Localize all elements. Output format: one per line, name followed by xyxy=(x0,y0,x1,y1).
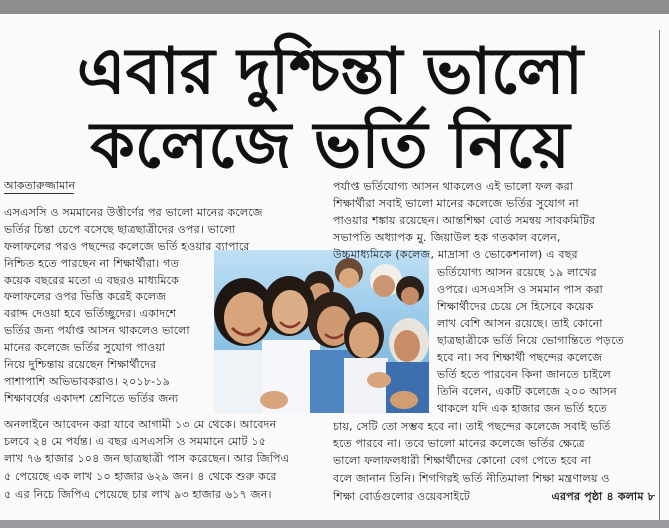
text-line: শিক্ষাবর্ষের একাদশ শ্রেণিতে ভর্তির জন্য xyxy=(4,392,179,405)
top-band xyxy=(0,0,669,14)
bottom-band xyxy=(0,520,669,528)
text-line: শিক্ষা বোর্ডগুলোর ওয়েবসাইটে xyxy=(333,490,470,503)
text-line: চলবে ২৪ মে পর্যন্ত। এ বছর এসএসসি ও সমমানে মোট ১৫ xyxy=(4,435,267,448)
text-line: তিনি বলেন, একটি কলেজে ২০০ আসন xyxy=(437,385,617,398)
text-line: নিশ্চিত হতে পারছেন না শিক্ষার্থীরা। গত xyxy=(4,257,179,270)
text-line: পাশাপাশি অভিভাবকরাও। ২০১৮-১৯ xyxy=(4,375,171,388)
text-line: সভাপতি অধ্যাপক মু. জিয়াউল হক গতকাল বলেন, xyxy=(333,231,561,244)
column-rule xyxy=(659,30,660,520)
text-line: ফলাফলের পরও পছন্দের কলেজে ভর্তি হওয়ার ব্যাপারে xyxy=(4,240,250,253)
text-line: থাকলে যদি এক হাজার জন ভর্তি হতে xyxy=(437,402,607,415)
text-line: অনলাইনে আবেদন করা যাবে আগামী ১৩ মে থেকে। আবেদন xyxy=(4,418,277,431)
text-line: ভালো ফলাফলধারী শিক্ষার্থীদের কোনো বেগ পেতে হবে না xyxy=(333,454,591,467)
headline-line-1: এবার দুশ্চিন্তা ভালো xyxy=(76,35,584,109)
text-line: পর্যাপ্ত ভর্তিযোগ্য আসন থাকলেও এই ভালো ফল করা xyxy=(333,180,574,193)
continuation-note: এরপর পৃষ্ঠা ৪ কলাম ৮ xyxy=(551,490,655,503)
text-line: ভর্তির চিন্তা চেপে বসেছে ছাত্রছাত্রীদের ওপর। ভালো xyxy=(4,223,236,236)
text-line: এসএসসি ও সমমানের উত্তীর্ণের পর ভালো মানের কলেজে xyxy=(4,206,263,219)
text-line: লাখ বেশি আসন রয়েছে। তাই কোনো xyxy=(437,317,603,330)
text-line: ফলাফলের ওপর ভিত্তি করেই কলেজ xyxy=(4,290,167,303)
headline-line-2: কলেজে ভর্তি নিয়ে xyxy=(90,109,570,183)
text-line: ৫ পেয়েছে এক লাখ ১০ হাজার ৬২৯ জন। ৪ থেকে শুরু করে xyxy=(4,470,277,483)
byline: আকতারুজ্জামান xyxy=(4,179,76,192)
students-photo xyxy=(214,250,429,413)
text-line: লাখ ৭৬ হাজার ১০৪ জন ছাত্রছাত্রী পাস করেছেন। আর জিপিএ xyxy=(4,452,290,465)
text-line: ভর্তিযোগ্য আসন রয়েছে ১৯ লাখের xyxy=(437,266,597,279)
text-line: পাওয়ার শঙ্কায় রয়েছেন। আন্তশিক্ষা বোর্ড সমন্বয় সাবকমিটির xyxy=(333,214,596,227)
text-line: শিক্ষার্থীদের চেয়ে সে হিসেবে কয়েক xyxy=(437,300,594,313)
text-line: বলে জানান তিনি। শিগগিরই ভর্তি নীতিমালা শিক্ষা মন্ত্রণালয় ও xyxy=(333,472,610,485)
text-line: কয়েক বছরের মতো এ বছরও মাধ্যমিকে xyxy=(4,274,179,287)
text-line: মানের কলেজে ভর্তির সুযোগ পাওয়া xyxy=(4,341,166,354)
text-line: বরাদ্দ দেওয়া হবে ভর্তিচ্ছুদের। একাদশে xyxy=(4,307,177,320)
text-line: ৫ এর নিচে জিপিএ পেয়েছে চার লাখ ৯৩ হাজার ৬১৭ জন। xyxy=(4,488,272,501)
text-line: শিক্ষার্থীরা সবাই ভালো মানের কলেজে ভর্তির সুযোগ না xyxy=(333,197,579,210)
text-line: ওপরে। এসএসসি ও সমমান পাস করা xyxy=(437,283,603,296)
text-line: উচ্চমাধ্যমিকে (কলেজ, মাদ্রাসা ও ভোকেশনাল) এ বছর xyxy=(333,248,578,261)
text-line: চায়, সেটি তো সম্ভব হবে না। তাই পছন্দের কলেজে সবাই ভর্তি xyxy=(333,420,611,433)
text-line: হতে পারবে না। তবে ভালো মানের কলেজে ভর্তির ক্ষেত্রে xyxy=(333,437,585,450)
text-line: নিয়ে দুশ্চিন্তায় রয়েছেন শিক্ষার্থীদের xyxy=(4,358,157,371)
text-line: ছাত্রছাত্রীকে ভর্তি নিয়ে ভোগান্তিতে পড়তে xyxy=(437,334,624,347)
text-line: হবে না। সব শিক্ষার্থী পছন্দের কলেজে xyxy=(437,351,603,364)
headline xyxy=(40,22,620,183)
text-line: ভর্তির জন্য পর্যাপ্ত আসন থাকলেও ভালো xyxy=(4,324,190,337)
text-line: ভর্তি হতে পারবেন কিনা জানতে চাইলে xyxy=(437,368,611,381)
